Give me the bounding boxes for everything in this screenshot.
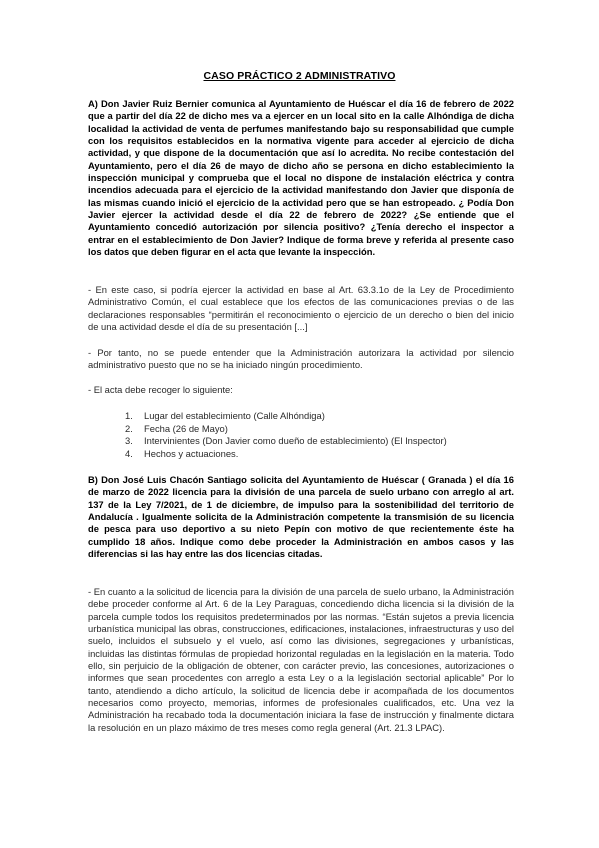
list-item: 3. Intervinientes (Don Javier como dueño de establecimiento) (El Inspector): [125, 435, 447, 447]
case-a-answer-2: - Por tanto, no se puede entender que la Administración autorizara la actividad por silencio administrativo puesto que no se ha iniciado ningún procedimiento.: [88, 347, 514, 371]
case-b-answer-1: - En cuanto a la solicitud de licencia para la división de una parcela de suelo urbano, la Administración debe proceder conforme al Art. 6 de la Ley Paraguas, concediendo dicha licencia si la división de la parcela cumple todos los requisitos predeterminados por las normas. “Están sujetos a previa licencia urbanística municipal las obras, construcciones, edificaciones, instalaciones, infraestructuras y uso del suelo, incluidos el subsuelo y el vuelo, así como las divisiones, segregaciones y urbanísticas, incluidas las distintas fórmulas de propiedad horizontal reguladas en la legislación en la materia. Todo ello, sin perjuicio de la obligación de obtener, con carácter previo, las concesiones, autorizaciones o informes que sean procedentes con arreglo a esta Ley o a la legislación sectorial aplicable” Por lo tanto, atendiendo a dicho artículo, la solicitud de licencia debe ir acompañada de los documentos necesarios como proyecto, memorias, informes de profesionales cualificados, etc. Una vez la Administración ha recabado toda la documentación iniciara la fase de instrucción y finalmente dictara la resolución en un plazo máximo de tres meses como regla general (Art. 21.3 LPAC).: [88, 586, 514, 733]
list-item: 4. Hechos y actuaciones.: [125, 448, 239, 460]
case-a-answer-1: - En este caso, si podría ejercer la actividad en base al Art. 63.3.1o de la Ley de Procedimiento Administrativo Común, el cual establece que los efectos de las comunicaciones previas o de las declaraciones responsables “permitirán el reconocimiento o ejercicio de un derecho o bien del inicio de una actividad desde el día de su presentación [...]: [88, 284, 514, 333]
case-a-question: A) Don Javier Ruiz Bernier comunica al Ayuntamiento de Huéscar el día 16 de febrero de 2022 que a partir del día 22 de dicho mes va a ejercer en un local sito en la calle Alhóndiga de dicha localidad la actividad de venta de perfumes manifestando bajo su responsabilidad que cumple con los requisitos establecidos en la normativa vigente para acceder al ejercicio de dicha actividad, y que dispone de la documentación que así lo acredita. No recibe contestación del Ayuntamiento, pero el día 26 de mayo de dicho año se persona en dicho establecimiento la inspección municipal y comprueba que el local no dispone de instalación eléctrica y contra incendios adecuada para el ejercicio de la actividad manifestando don Javier que disponía de las mismas cuando inició el ejercicio de la actividad pero que se han estropeado. ¿ Podía Don Javier ejercer la actividad desde el día 22 de febrero de 2022? ¿Se entiende que el Ayuntamiento concedió autorización por silencia positivo? ¿Tenía derecho el inspector a entrar en el establecimiento de Don Javier? Indique de forma breve y referida al presente caso los datos que deben figurar en el acta que levante la inspección.: [88, 98, 514, 258]
list-item: 2. Fecha (26 de Mayo): [125, 422, 228, 434]
acta-items-list: [125, 410, 505, 461]
document-title: CASO PRÁCTICO 2 ADMINISTRATIVO: [203, 70, 396, 82]
case-a-answer-3: - El acta debe recoger lo siguiente:: [88, 384, 233, 395]
case-b-question: B) Don José Luis Chacón Santiago solicita del Ayuntamiento de Huéscar ( Granada ) el día 16 de marzo de 2022 licencia para la división de una parcela de suelo urbano con arreglo al art. 137 de la Ley 7/2021, de 1 de diciembre, de impulso para la sostenibilidad del territorio de Andalucía . Igualmente solicita de la Administración competente la transmisión de su licencia de pesca para uso deportivo a su nieto Pepín con motivo de que recientemente éste ha cumplido 18 años. Indique como debe proceder la Administración en ambos casos y las diferencias si las hay entre las dos licencias citadas.: [88, 474, 514, 560]
list-item: 1. Lugar del establecimiento (Calle Alhóndiga): [125, 410, 325, 421]
